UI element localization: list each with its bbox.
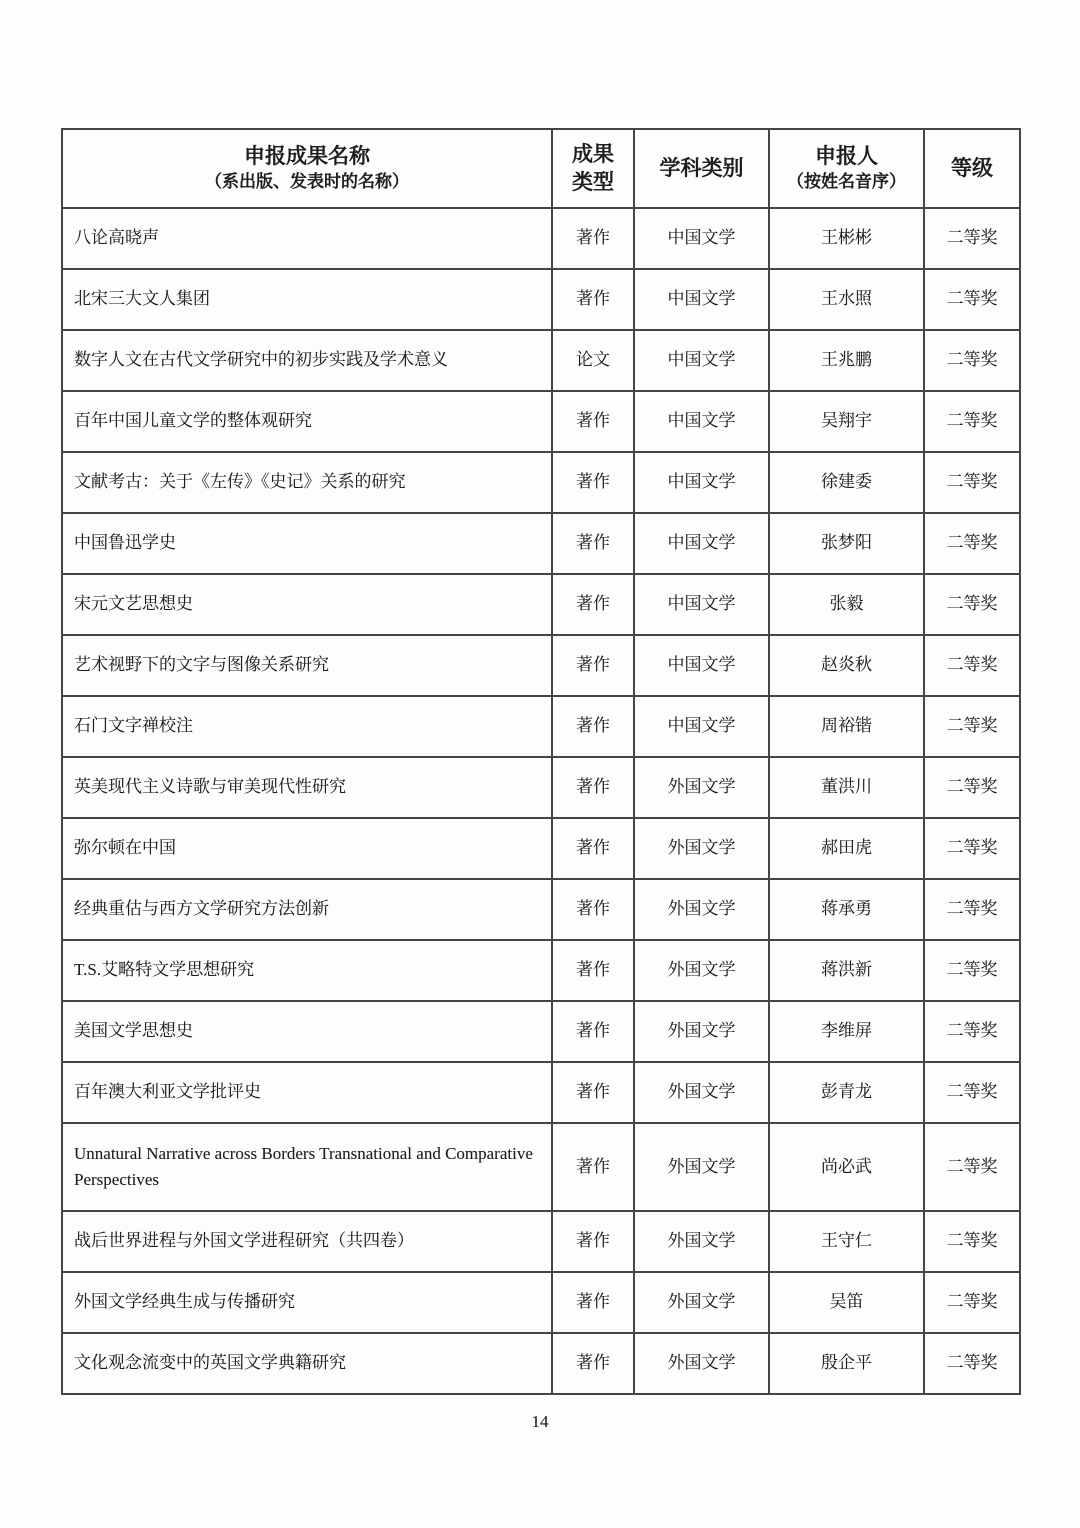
table-row [62, 391, 1020, 452]
category-cell: 中国文学 [634, 452, 769, 513]
type-cell: 论文 [552, 330, 634, 391]
category-cell: 外国文学 [634, 879, 769, 940]
applicant-cell: 郝田虎 [769, 818, 924, 879]
type-cell: 著作 [552, 635, 634, 696]
title-cell: 中国鲁迅学史 [62, 513, 552, 574]
category-cell: 外国文学 [634, 757, 769, 818]
category-cell: 中国文学 [634, 330, 769, 391]
grade-cell: 二等奖 [924, 1211, 1020, 1272]
header-name-title: 申报成果名称 [244, 144, 370, 169]
grade-cell: 二等奖 [924, 635, 1020, 696]
type-cell: 著作 [552, 696, 634, 757]
category-cell: 中国文学 [634, 208, 769, 269]
table-row [62, 1123, 1020, 1211]
table-row [62, 818, 1020, 879]
applicant-cell: 蒋承勇 [769, 879, 924, 940]
category-cell: 中国文学 [634, 574, 769, 635]
grade-cell: 二等奖 [924, 757, 1020, 818]
grade-cell: 二等奖 [924, 269, 1020, 330]
table-row [62, 269, 1020, 330]
header-name [62, 129, 552, 208]
type-cell: 著作 [552, 1333, 634, 1394]
applicant-cell: 殷企平 [769, 1333, 924, 1394]
grade-cell: 二等奖 [924, 330, 1020, 391]
applicant-cell: 王水照 [769, 269, 924, 330]
category-cell: 外国文学 [634, 1211, 769, 1272]
type-cell: 著作 [552, 269, 634, 330]
grade-cell: 二等奖 [924, 1333, 1020, 1394]
category-cell: 外国文学 [634, 940, 769, 1001]
type-cell: 著作 [552, 513, 634, 574]
applicant-cell: 王彬彬 [769, 208, 924, 269]
table-row [62, 635, 1020, 696]
header-grade: 等级 [924, 129, 1020, 208]
table-row [62, 1001, 1020, 1062]
table-row [62, 1333, 1020, 1394]
type-cell: 著作 [552, 1123, 634, 1211]
title-cell: 八论高晓声 [62, 208, 552, 269]
grade-cell: 二等奖 [924, 940, 1020, 1001]
title-cell: 美国文学思想史 [62, 1001, 552, 1062]
table-row [62, 1272, 1020, 1333]
applicant-cell: 王守仁 [769, 1211, 924, 1272]
applicant-cell: 蒋洪新 [769, 940, 924, 1001]
type-cell: 著作 [552, 452, 634, 513]
table-row [62, 574, 1020, 635]
header-category: 学科类别 [634, 129, 769, 208]
grade-cell: 二等奖 [924, 513, 1020, 574]
type-cell: 著作 [552, 574, 634, 635]
grade-cell: 二等奖 [924, 208, 1020, 269]
table-row [62, 879, 1020, 940]
category-cell: 中国文学 [634, 269, 769, 330]
applicant-cell: 彭青龙 [769, 1062, 924, 1123]
grade-cell: 二等奖 [924, 1123, 1020, 1211]
title-cell: 文化观念流变中的英国文学典籍研究 [62, 1333, 552, 1394]
grade-cell: 二等奖 [924, 1001, 1020, 1062]
title-cell: 文献考古：关于《左传》《史记》关系的研究 [62, 452, 552, 513]
title-cell: 外国文学经典生成与传播研究 [62, 1272, 552, 1333]
grade-cell: 二等奖 [924, 452, 1020, 513]
title-cell: 宋元文艺思想史 [62, 574, 552, 635]
title-cell: 弥尔顿在中国 [62, 818, 552, 879]
table-row [62, 452, 1020, 513]
header-name-subtitle: （系出版、发表时的名称） [205, 171, 409, 191]
category-cell: 外国文学 [634, 1123, 769, 1211]
header-row [62, 129, 1020, 208]
type-cell: 著作 [552, 1272, 634, 1333]
grade-cell: 二等奖 [924, 696, 1020, 757]
grade-cell: 二等奖 [924, 391, 1020, 452]
applicant-cell: 周裕锴 [769, 696, 924, 757]
type-cell: 著作 [552, 1001, 634, 1062]
applicant-cell: 张梦阳 [769, 513, 924, 574]
applicant-cell: 吴笛 [769, 1272, 924, 1333]
table-row [62, 696, 1020, 757]
category-cell: 外国文学 [634, 1272, 769, 1333]
type-cell: 著作 [552, 879, 634, 940]
type-cell: 著作 [552, 757, 634, 818]
category-cell: 外国文学 [634, 818, 769, 879]
header-applicant: 申报人 （按姓名音序） [769, 129, 924, 208]
applicant-cell: 徐建委 [769, 452, 924, 513]
type-cell: 著作 [552, 208, 634, 269]
title-cell: 数字人文在古代文学研究中的初步实践及学术意义 [62, 330, 552, 391]
applicant-cell: 吴翔宇 [769, 391, 924, 452]
title-cell: 英美现代主义诗歌与审美现代性研究 [62, 757, 552, 818]
title-cell: 百年澳大利亚文学批评史 [62, 1062, 552, 1123]
table-row [62, 1211, 1020, 1272]
applicant-cell: 王兆鹏 [769, 330, 924, 391]
type-cell: 著作 [552, 940, 634, 1001]
awards-table [61, 128, 1021, 1395]
title-cell: T.S.艾略特文学思想研究 [62, 940, 552, 1001]
applicant-cell: 尚必武 [769, 1123, 924, 1211]
type-cell: 著作 [552, 391, 634, 452]
table-row [62, 1062, 1020, 1123]
table-row [62, 940, 1020, 1001]
category-cell: 中国文学 [634, 391, 769, 452]
page-number: 14 [531, 1412, 549, 1431]
category-cell: 中国文学 [634, 635, 769, 696]
title-cell: 石门文字禅校注 [62, 696, 552, 757]
header-type: 成果 类型 [552, 129, 634, 208]
table-row [62, 330, 1020, 391]
applicant-cell: 李维屏 [769, 1001, 924, 1062]
category-cell: 中国文学 [634, 696, 769, 757]
grade-cell: 二等奖 [924, 1062, 1020, 1123]
grade-cell: 二等奖 [924, 574, 1020, 635]
type-cell: 著作 [552, 1211, 634, 1272]
category-cell: 外国文学 [634, 1333, 769, 1394]
title-cell: 北宋三大文人集团 [62, 269, 552, 330]
grade-cell: 二等奖 [924, 1272, 1020, 1333]
type-cell: 著作 [552, 1062, 634, 1123]
category-cell: 中国文学 [634, 513, 769, 574]
title-cell: 艺术视野下的文字与图像关系研究 [62, 635, 552, 696]
table-row [62, 757, 1020, 818]
type-cell: 著作 [552, 818, 634, 879]
table-row [62, 208, 1020, 269]
applicant-cell: 董洪川 [769, 757, 924, 818]
category-cell: 外国文学 [634, 1062, 769, 1123]
category-cell: 外国文学 [634, 1001, 769, 1062]
title-cell: Unnatural Narrative across Borders Transnational and Comparative Perspectives [62, 1123, 552, 1211]
grade-cell: 二等奖 [924, 818, 1020, 879]
applicant-cell: 张毅 [769, 574, 924, 635]
title-cell: 经典重估与西方文学研究方法创新 [62, 879, 552, 940]
table-row [62, 513, 1020, 574]
grade-cell: 二等奖 [924, 879, 1020, 940]
applicant-cell: 赵炎秋 [769, 635, 924, 696]
title-cell: 战后世界进程与外国文学进程研究（共四卷） [62, 1211, 552, 1272]
title-cell: 百年中国儿童文学的整体观研究 [62, 391, 552, 452]
